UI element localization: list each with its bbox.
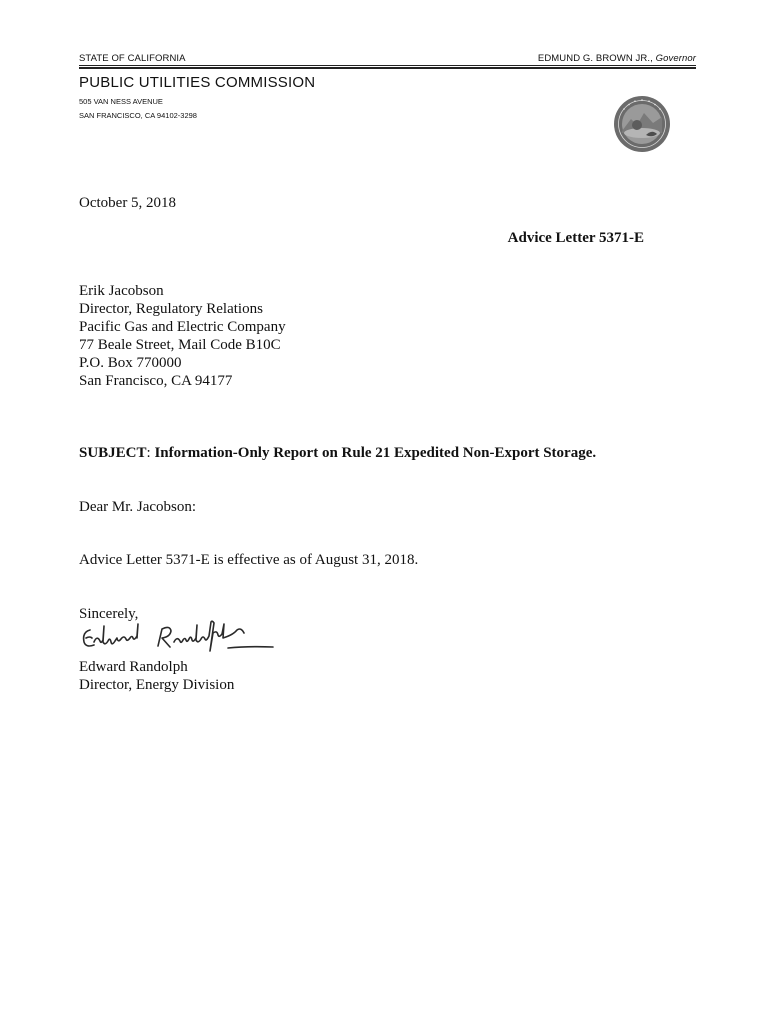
letterhead-rule-thin — [79, 65, 696, 66]
recipient-name: Erik Jacobson — [79, 283, 164, 299]
salutation: Dear Mr. Jacobson: — [79, 499, 197, 515]
letterhead-top-line — [79, 53, 696, 64]
agency-name: PUBLIC UTILITIES COMMISSION — [79, 74, 316, 91]
signer-name: Edward Randolph — [79, 659, 188, 675]
subject-label: SUBJECT — [79, 445, 147, 461]
agency-address-line2: SAN FRANCISCO, CA 94102-3298 — [79, 111, 197, 120]
recipient-po-box: P.O. Box 770000 — [79, 355, 182, 371]
letterhead-rule-thick — [79, 67, 696, 69]
recipient-company: Pacific Gas and Electric Company — [79, 319, 286, 335]
recipient-street: 77 Beale Street, Mail Code B10C — [79, 337, 281, 353]
letter-date: October 5, 2018 — [79, 195, 177, 211]
recipient-city: San Francisco, CA 94177 — [79, 373, 233, 389]
governor-line — [538, 53, 696, 64]
agency-address-line1: 505 VAN NESS AVENUE — [79, 97, 163, 106]
governor-name: EDMUND G. BROWN JR., — [537, 53, 653, 64]
signature-image — [78, 620, 288, 656]
state-seal-icon — [613, 95, 671, 153]
body-paragraph: Advice Letter 5371-E is effective as of August 31, 2018. — [79, 552, 419, 568]
recipient-title: Director, Regulatory Relations — [79, 301, 263, 317]
advice-letter-reference: Advice Letter 5371-E — [507, 230, 644, 246]
signer-title: Director, Energy Division — [79, 677, 235, 693]
subject-separator: : — [146, 445, 155, 461]
closing: Sincerely, — [79, 606, 139, 622]
subject-text: Information-Only Report on Rule 21 Expedited Non-Export Storage. — [154, 445, 597, 461]
recipient-address-block — [79, 282, 286, 390]
subject-line — [79, 444, 596, 462]
state-label: STATE OF CALIFORNIA — [79, 53, 186, 64]
governor-title: Governor — [655, 53, 696, 64]
